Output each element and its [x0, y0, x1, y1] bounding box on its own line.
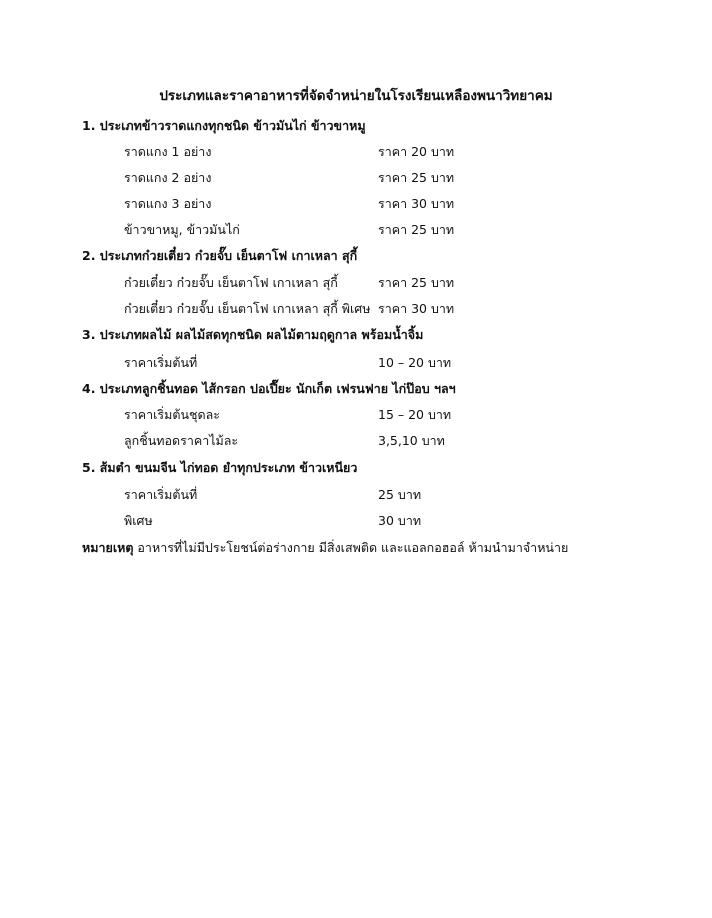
item-name: ก๋วยเตี๋ยว ก๋วยจั๊บ เย็นตาโฟ เกาเหลา สุกี้ พิเศษ — [124, 301, 371, 316]
item-price: ราคา 25 บาท — [378, 275, 455, 290]
item-price: 3,5,10 บาท — [378, 433, 445, 448]
item-price: ราคา 25 บาท — [378, 222, 455, 237]
section-heading-4: 4. ประเภทลูกชิ้นทอด ไส้กรอก ปอเปี๊ยะ นักเก็ต เฟรนฟาย ไก่ป๊อบ ฯลฯ — [82, 381, 456, 396]
document-title: ประเภทและราคาอาหารที่จัดจำหน่ายในโรงเรียนเหลืองพนาวิทยาคม — [159, 88, 553, 104]
note-text: อาหารที่ไม่มีประโยชน์ต่อร่างกาย มีสิ่งเสพติด และแอลกอฮอล์ ห้ามนำมาจำหน่าย — [133, 540, 569, 555]
note-label: หมายเหตุ — [82, 540, 134, 555]
item-name: พิเศษ — [124, 513, 153, 528]
item-price: ราคา 20 บาท — [378, 144, 455, 159]
item-name: ราดแกง 1 อย่าง — [124, 144, 212, 159]
item-price: 30 บาท — [378, 513, 422, 528]
item-name: ลูกชิ้นทอดราคาไม้ละ — [124, 433, 239, 448]
item-price: 10 – 20 บาท — [378, 355, 452, 370]
item-price: 15 – 20 บาท — [378, 407, 452, 422]
section-heading-1: 1. ประเภทข้าวราดแกงทุกชนิด ข้าวมันไก่ ข้าวขาหมู — [82, 118, 366, 133]
item-name: ราคาเริ่มต้นที่ — [124, 487, 198, 502]
item-name: ก๋วยเตี๋ยว ก๋วยจั๊บ เย็นตาโฟ เกาเหลา สุกี้ — [124, 275, 338, 290]
note — [82, 538, 568, 558]
item-price: ราคา 30 บาท — [378, 301, 455, 316]
item-name: ข้าวขาหมู, ข้าวมันไก่ — [124, 222, 240, 237]
section-heading-2: 2. ประเภทก๋วยเตี๋ยว ก๋วยจั๊บ เย็นตาโฟ เกาเหลา สุกี้ — [82, 248, 358, 263]
item-name: ราดแกง 3 อย่าง — [124, 196, 212, 211]
section-heading-5: 5. ส้มตำ ขนมจีน ไก่ทอด ยำทุกประเภท ข้าวเหนียว — [82, 460, 358, 475]
item-price: 25 บาท — [378, 487, 422, 502]
item-name: ราคาเริ่มต้นชุดละ — [124, 407, 220, 422]
item-name: ราคาเริ่มต้นที่ — [124, 355, 198, 370]
section-heading-3: 3. ประเภทผลไม้ ผลไม้สดทุกชนิด ผลไม้ตามฤดูกาล พร้อมน้ำจิ้ม — [82, 327, 424, 342]
item-price: ราคา 30 บาท — [378, 196, 455, 211]
item-name: ราดแกง 2 อย่าง — [124, 170, 212, 185]
item-price: ราคา 25 บาท — [378, 170, 455, 185]
